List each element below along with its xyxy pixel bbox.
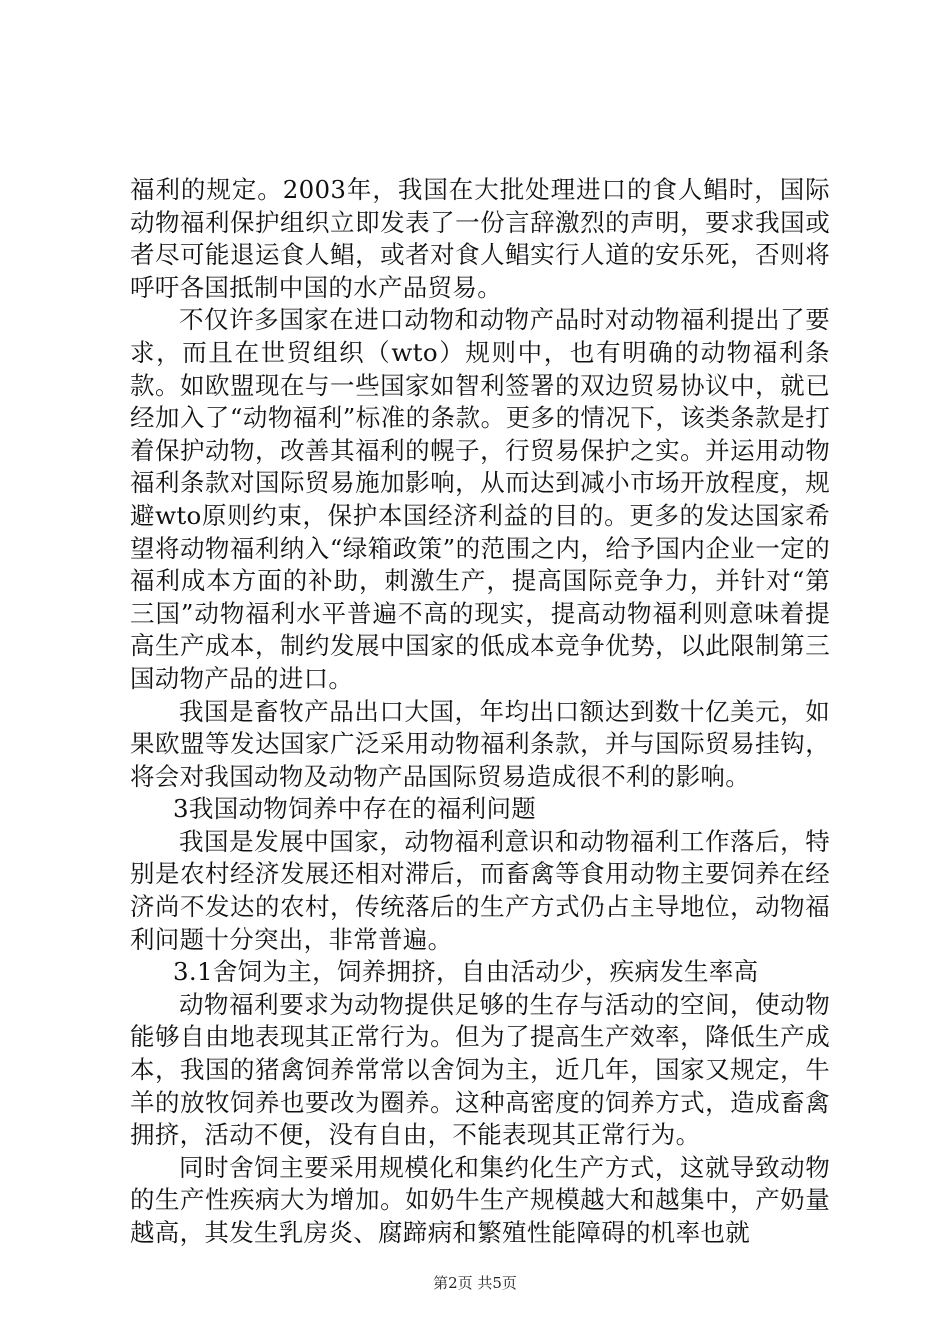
paragraph-wto-clauses: 不仅许多国家在进口动物和动物产品时对动物福利提出了要求，而且在世贸组织（wto）规则中，也有明确的动物福利条款。如欧盟现在与一些国家如智利签署的双边贸易协议中，就已经加入了“动物福利”标准的条款。更多的情况下，该类条款是打着保护动物，改善其福利的幌子，行贸易保护之实。并运用动物福利条款对国际贸易施加影响，从而达到减小市场开放程度，规避wto原则约束，保护本国经济利益的目的。更多的发达国家希望将动物福利纳入“绿箱政策”的范围之内，给予国内企业一定的福利成本方面的补助，刺激生产，提高国际竞争力，并针对“第三国”动物福利水平普遍不高的现实，提高动物福利则意味着提高生产成本，制约发展中国家的低成本竞争优势，以此限制第三国动物产品的进口。 bbox=[130, 305, 831, 693]
paragraph-continuation: 福利的规定。2003年，我国在大批处理进口的食人鲳时，国际动物福利保护组织立即发表了一份言辞激烈的声明，要求我国或者尽可能退运食人鲳，或者对食人鲳实行人道的安乐死，否则将呼吁各国抵制中国的水产品贸易。 bbox=[130, 175, 830, 302]
section-heading-3-1: 3.1舍饲为主，饲养拥挤，自由活动少，疾病发生率高 bbox=[173, 957, 759, 987]
paragraph-production-disease: 同时舍饲主要采用规模化和集约化生产方式，这就导致动物的生产性疾病大为增加。如奶牛生产规模越大和越集中，产奶量越高，其发生乳房炎、腐蹄病和繁殖性能障碍的机率也就 bbox=[130, 1152, 830, 1247]
paragraph-developing-country: 我国是发展中国家，动物福利意识和动物福利工作落后，特别是农村经济发展还相对滞后，而畜禽等食用动物主要饲养在经济尚不发达的农村，传统落后的生产方式仍占主导地位，动物福利问题十分突出，非常普遍。 bbox=[130, 826, 830, 954]
section-heading-3: 3我国动物饲养中存在的福利问题 bbox=[173, 794, 537, 824]
page-number-footer: 第2页 共5页 bbox=[433, 1274, 517, 1292]
paragraph-export-impact: 我国是畜牧产品出口大国，年均出口额达到数十亿美元，如果欧盟等发达国家广泛采用动物福利条款，并与国际贸易挂钩，将会对我国动物及动物产品国际贸易造成很不利的影响。 bbox=[130, 696, 830, 791]
paragraph-living-space: 动物福利要求为动物提供足够的生存与活动的空间，使动物能够自由地表现其正常行为。但为了提高生产效率，降低生产成本，我国的猪禽饲养常常以舍饲为主，近几年，国家又规定，牛羊的放牧饲养也要改为圈养。这种高密度的饲养方式，造成畜禽拥挤，活动不便，没有自由，不能表现其正常行为。 bbox=[130, 989, 830, 1150]
document-body bbox=[130, 174, 830, 1250]
